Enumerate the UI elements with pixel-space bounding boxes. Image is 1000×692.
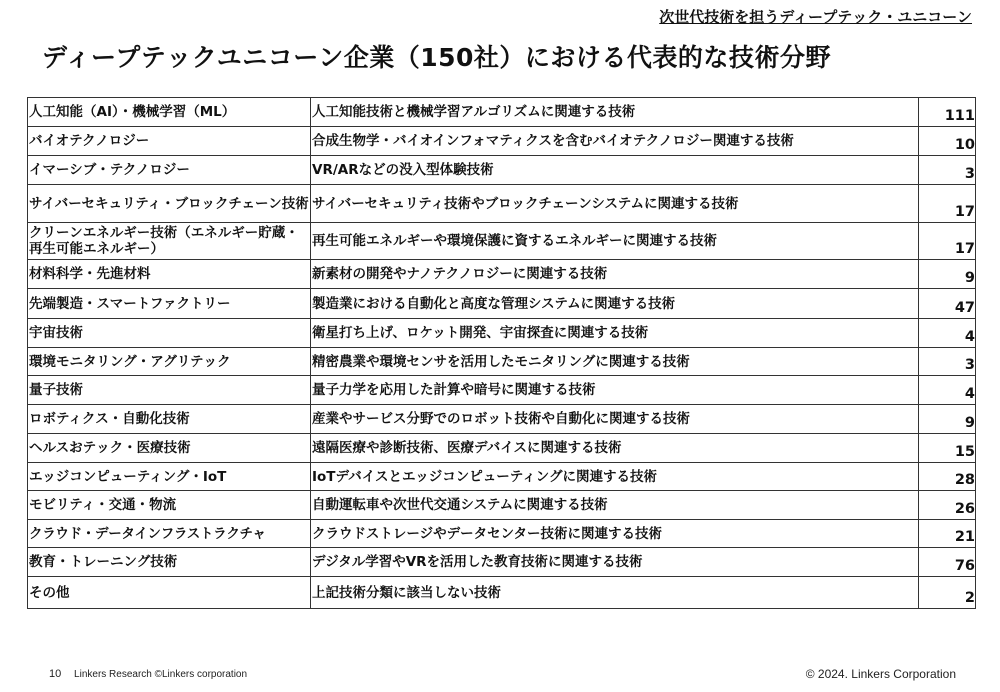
- table-row: [28, 376, 976, 405]
- table-row: [28, 223, 976, 260]
- category-cell: その他: [28, 577, 311, 609]
- section-header-tag: 次世代技術を担うディープテック・ユニコーン: [659, 8, 972, 26]
- description-cell: IoTデバイスとエッジコンピューティングに関連する技術: [311, 463, 919, 491]
- count-cell: 3: [919, 348, 976, 376]
- category-cell: 教育・トレーニング技術: [28, 548, 311, 577]
- count-cell: 9: [919, 260, 976, 289]
- table-row: [28, 348, 976, 376]
- count-cell: 76: [919, 548, 976, 577]
- count-cell: 9: [919, 405, 976, 434]
- description-cell: 産業やサービス分野でのロボット技術や自動化に関連する技術: [311, 405, 919, 434]
- table-row: [28, 185, 976, 223]
- description-cell: 遠隔医療や診断技術、医療デバイスに関連する技術: [311, 434, 919, 463]
- count-cell: 26: [919, 491, 976, 520]
- description-cell: クラウドストレージやデータセンター技術に関連する技術: [311, 520, 919, 548]
- description-cell: サイバーセキュリティ技術やブロックチェーンシステムに関連する技術: [311, 185, 919, 223]
- table-row: [28, 405, 976, 434]
- description-cell: 上記技術分類に該当しない技術: [311, 577, 919, 609]
- footer-copyright: © 2024. Linkers Corporation: [805, 667, 956, 681]
- table-row: [28, 289, 976, 319]
- footer-credit: Linkers Research ©Linkers corporation: [74, 669, 248, 680]
- category-cell: 環境モニタリング・アグリテック: [28, 348, 311, 376]
- description-cell: VR/ARなどの没入型体験技術: [311, 156, 919, 185]
- page-title: ディープテックユニコーン企業（150社）における代表的な技術分野: [42, 43, 831, 72]
- category-cell: サイバーセキュリティ・ブロックチェーン技術: [28, 185, 311, 223]
- table-row: [28, 577, 976, 609]
- table-row: [28, 491, 976, 520]
- category-cell: イマーシブ・テクノロジー: [28, 156, 311, 185]
- count-cell: 15: [919, 434, 976, 463]
- footer-left: [49, 668, 247, 680]
- description-cell: 衛星打ち上げ、ロケット開発、宇宙探査に関連する技術: [311, 319, 919, 348]
- table-row: [28, 463, 976, 491]
- table-row: [28, 156, 976, 185]
- table-row: [28, 520, 976, 548]
- description-cell: 量子力学を応用した計算や暗号に関連する技術: [311, 376, 919, 405]
- description-cell: 新素材の開発やナノテクノロジーに関連する技術: [311, 260, 919, 289]
- description-cell: 精密農業や環境センサを活用したモニタリングに関連する技術: [311, 348, 919, 376]
- description-cell: 自動運転車や次世代交通システムに関連する技術: [311, 491, 919, 520]
- description-cell: 人工知能技術と機械学習アルゴリズムに関連する技術: [311, 98, 919, 127]
- category-cell: 量子技術: [28, 376, 311, 405]
- page-number: 10: [49, 668, 62, 680]
- count-cell: 17: [919, 223, 976, 260]
- description-cell: デジタル学習やVRを活用した教育技術に関連する技術: [311, 548, 919, 577]
- technology-fields-table: [27, 97, 976, 609]
- description-cell: 再生可能エネルギーや環境保護に資するエネルギーに関連する技術: [311, 223, 919, 260]
- category-cell: バイオテクノロジー: [28, 127, 311, 156]
- category-cell: モビリティ・交通・物流: [28, 491, 311, 520]
- category-cell: ロボティクス・自動化技術: [28, 405, 311, 434]
- table-row: [28, 260, 976, 289]
- table-row: [28, 548, 976, 577]
- count-cell: 4: [919, 376, 976, 405]
- category-cell: 先端製造・スマートファクトリー: [28, 289, 311, 319]
- table-row: [28, 98, 976, 127]
- count-cell: 28: [919, 463, 976, 491]
- category-cell: 人工知能（AI）・機械学習（ML）: [28, 98, 311, 127]
- category-cell: クラウド・データインフラストラクチャ: [28, 520, 311, 548]
- count-cell: 47: [919, 289, 976, 319]
- count-cell: 2: [919, 577, 976, 609]
- count-cell: 21: [919, 520, 976, 548]
- count-cell: 4: [919, 319, 976, 348]
- table-body: [28, 98, 976, 609]
- category-cell: エッジコンピューティング・IoT: [28, 463, 311, 491]
- table-row: [28, 319, 976, 348]
- count-cell: 10: [919, 127, 976, 156]
- count-cell: 17: [919, 185, 976, 223]
- description-cell: 製造業における自動化と高度な管理システムに関連する技術: [311, 289, 919, 319]
- count-cell: 3: [919, 156, 976, 185]
- description-cell: 合成生物学・バイオインフォマティクスを含むバイオテクノロジー関連する技術: [311, 127, 919, 156]
- category-cell: 宇宙技術: [28, 319, 311, 348]
- category-cell: 材料科学・先進材料: [28, 260, 311, 289]
- count-cell: 111: [919, 98, 976, 127]
- table-row: [28, 434, 976, 463]
- table-row: [28, 127, 976, 156]
- category-cell: ヘルスおテック・医療技術: [28, 434, 311, 463]
- category-cell: クリーンエネルギー技術（エネルギー貯蔵・再生可能エネルギー）: [28, 223, 311, 260]
